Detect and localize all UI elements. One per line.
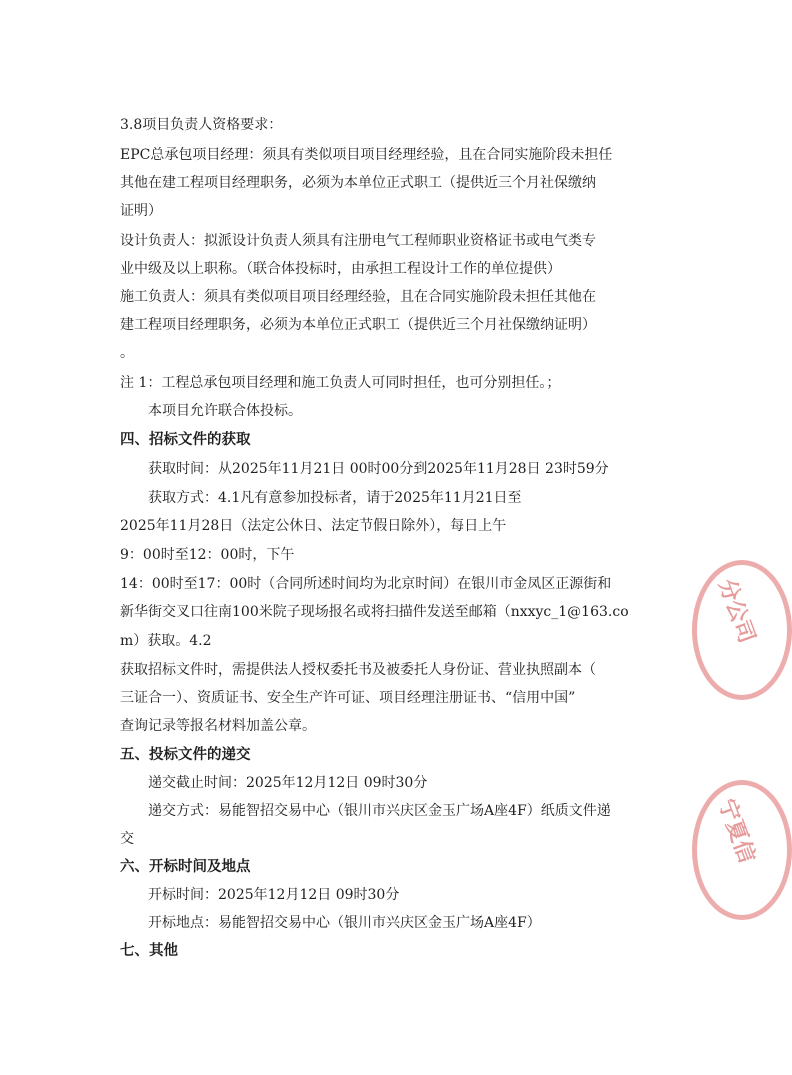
opening-time: 开标时间：2025年12月12日 09时30分 [148,887,400,903]
opening-location: 开标地点：易能智招交易中心（银川市兴庆区金玉广场A座4F） [148,915,541,931]
heading-section-7: 七、其他 [120,942,178,959]
construction-lead-line-1: 施工负责人：须具有类似项目项目经理经验，且在合同实施阶段未担任其他在 [120,289,596,305]
epc-manager-line-2: 其他在建工程项目经理职务，必须为本单位正式职工（提供近三个月社保缴纳 [120,175,596,191]
acquire-method-line-1: 获取方式：4.1凡有意参加投标者，请于2025年11月21日至 [148,490,522,506]
acquire-method-line-5: 新华街交叉口往南100米院子现场报名或将扫描件发送至邮箱（nxxyc_1@163.co [120,604,629,620]
note-1: 注 1：工程总承包项目经理和施工负责人可同时担任，也可分别担任。； [120,375,561,391]
required-docs-line-1: 获取招标文件时，需提供法人授权委托书及被委托人身份证、营业执照副本（ [120,662,596,678]
section-3-8-title: 3.8项目负责人资格要求： [120,117,283,133]
submit-method-line-2: 交 [120,831,134,847]
heading-section-5: 五、投标文件的递交 [120,746,251,763]
construction-lead-line-2: 建工程项目经理职务，必须为本单位正式职工（提供近三个月社保缴纳证明） [120,317,596,333]
construction-lead-line-3: 。 [120,345,134,361]
epc-manager-line-1: EPC总承包项目经理：须具有类似项目项目经理经验，且在合同实施阶段未担任 [120,147,613,163]
acquire-method-line-4: 14：00时至17：00时（合同所述时间均为北京时间）在银川市金凤区正源街和 [120,576,612,592]
acquire-method-line-6: m）获取。4.2 [120,633,212,649]
acquire-method-line-2: 2025年11月28日（法定公休日、法定节假日除外），每日上午 [120,518,507,534]
acquire-time: 获取时间：从2025年11月21日 00时00分到2025年11月28日 23时59分 [148,461,609,477]
design-lead-line-1: 设计负责人：拟派设计负责人须具有注册电气工程师职业资格证书或电气类专 [120,233,596,249]
seal-text-top: 分公司 [713,575,760,647]
required-docs-line-2: 三证合一）、资质证书、安全生产许可证、项目经理注册证书、“信用中国” [120,690,576,706]
seal-text-bottom: 宁夏信 [713,795,760,867]
acquire-method-line-3: 9：00时至12：00时，下午 [120,547,295,563]
heading-section-4: 四、招标文件的获取 [120,431,251,448]
submit-method-line-1: 递交方式：易能智招交易中心（银川市兴庆区金玉广场A座4F）纸质文件递 [148,803,611,819]
red-seal-stamp-top [692,560,792,700]
design-lead-line-2: 业中级及以上职称。（联合体投标时，由承担工程设计工作的单位提供） [120,261,561,277]
required-docs-line-3: 查询记录等报名材料加盖公章。 [120,718,316,734]
heading-section-6: 六、开标时间及地点 [120,858,251,875]
epc-manager-line-3: 证明） [120,203,162,219]
red-seal-stamp-bottom [692,780,792,920]
consortium-note: 本项目允许联合体投标。 [148,403,302,419]
submit-deadline: 递交截止时间：2025年12月12日 09时30分 [148,775,428,791]
